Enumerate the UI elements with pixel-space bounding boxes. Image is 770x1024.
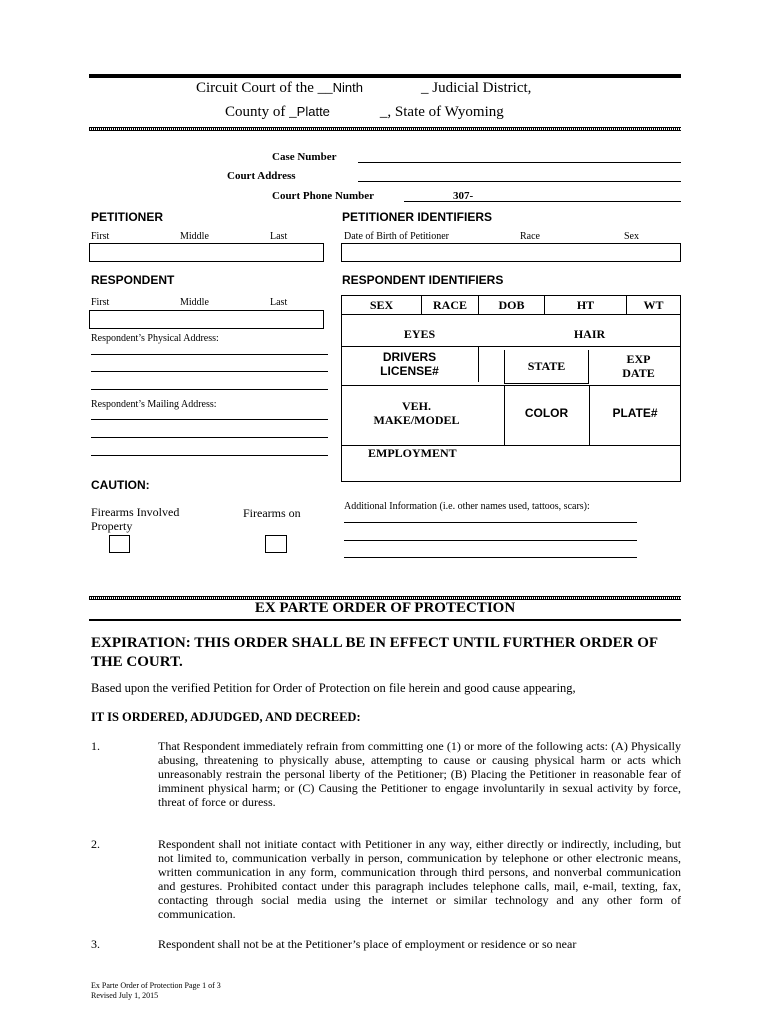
based-upon-text: Based upon the verified Petition for Order of Protection on file herein and good cause appearing,	[91, 681, 576, 695]
case-number-field[interactable]	[358, 162, 681, 163]
expiration-statement: EXPIRATION: THIS ORDER SHALL BE IN EFFECT UNTIL FURTHER ORDER OF THE COURT.	[91, 635, 658, 670]
additional-info-line-2[interactable]	[344, 540, 637, 541]
cell-exp-date[interactable]: EXP DATE	[622, 352, 655, 380]
grid-divider-2	[341, 346, 681, 347]
respondent-first-label: First	[91, 297, 110, 308]
cell-employment[interactable]: EMPLOYMENT	[368, 446, 457, 460]
firearms-on-label: Firearms on	[243, 506, 301, 520]
respondent-last-label: Last	[270, 297, 288, 308]
physical-address-line-2[interactable]	[91, 371, 328, 372]
footer-page: Ex Parte Order of Protection Page 1 of 3	[91, 981, 221, 990]
order-title: EX PARTE ORDER OF PROTECTION	[254, 600, 516, 616]
item-2-text: Respondent shall not initiate contact with Petitioner in any way, either directly or indirectly, including, but not limited to, communication verbally in person, communication by telephone or other electronic means, written communication in any form, communication through third persons, and nonverbal communication and gestures. Prohibited contact under this paragraph includes telephone calls, mail, e-mail, texting, fax, contacting through social media using the internet or similar technology and any other form of communication.	[158, 837, 681, 921]
caution-heading: CAUTION:	[91, 478, 150, 492]
respondent-middle-label: Middle	[180, 297, 209, 308]
item-1-number: 1.	[91, 739, 100, 753]
cell-ht[interactable]: HT	[544, 295, 627, 315]
county-value[interactable]: Platte	[296, 104, 330, 119]
court-line: Circuit Court of the __Ninth _ Judicial District,	[196, 80, 532, 96]
cell-dob[interactable]: DOB	[478, 295, 545, 315]
cell-plate[interactable]: PLATE#	[612, 406, 658, 420]
mailing-address-line-2[interactable]	[91, 437, 328, 438]
cell-drivers-license[interactable]: DRIVERS LICENSE#	[380, 350, 439, 378]
physical-address-line-3[interactable]	[91, 389, 328, 390]
cell-vehicle[interactable]: VEH. MAKE/MODEL	[373, 399, 460, 427]
cell-hair[interactable]: HAIR	[573, 326, 606, 341]
petitioner-sex-label: Sex	[624, 231, 639, 242]
decreed-heading: IT IS ORDERED, ADJUDGED, AND DECREED:	[91, 710, 361, 724]
petitioner-heading: PETITIONER	[91, 210, 164, 224]
item-1-text: That Respondent immediately refrain from committing one (1) or more of the following acts: (A) Physically abusing, threatening to physically abuse, attempting to cause or causing physical harm or acts which unreasonably restrain the personal liberty of the Petitioner; (B) Placing the Petitioner in reasonable fear of imminent physical harm; or (C) Causing the Petitioner to engage involuntarily in sexual activity by force, threat of force or duress.	[158, 739, 681, 809]
mailing-address-line-1[interactable]	[91, 419, 328, 420]
petitioner-identifiers-heading: PETITIONER IDENTIFIERS	[342, 210, 493, 224]
physical-address-label: Respondent’s Physical Address:	[91, 333, 219, 344]
petitioner-identifiers-input[interactable]	[341, 243, 681, 262]
court-phone-value: 307-	[453, 190, 474, 202]
cell-state[interactable]: STATE	[504, 350, 589, 384]
footer	[91, 981, 221, 1001]
item-2-number: 2.	[91, 837, 100, 851]
order-title-rule-bottom	[89, 619, 681, 621]
physical-address-line-1[interactable]	[91, 354, 328, 355]
respondent-identifiers-heading: RESPONDENT IDENTIFIERS	[342, 273, 504, 287]
mailing-address-line-3[interactable]	[91, 455, 328, 456]
cell-color[interactable]: COLOR	[524, 406, 569, 420]
petitioner-race-label: Race	[520, 231, 540, 242]
mailing-address-label: Respondent’s Mailing Address:	[91, 399, 217, 410]
petitioner-dob-label: Date of Birth of Petitioner	[344, 231, 449, 242]
petitioner-name-input[interactable]	[89, 243, 324, 262]
grid-divider-3	[341, 385, 681, 386]
item-3-text: Respondent shall not be at the Petitioner’s place of employment or residence or so near	[158, 937, 577, 951]
footer-revised: Revised July 1, 2015	[91, 991, 159, 1000]
court-phone-field[interactable]	[404, 201, 681, 202]
additional-info-line-3[interactable]	[344, 557, 637, 558]
court-address-label: Court Address	[227, 170, 296, 182]
cell-wt[interactable]: WT	[626, 295, 681, 315]
respondent-heading: RESPONDENT	[91, 273, 175, 287]
header-divider	[89, 127, 681, 131]
cell-race[interactable]: RACE	[421, 295, 479, 315]
additional-info-line-1[interactable]	[344, 522, 637, 523]
firearms-involved-checkbox[interactable]	[109, 535, 130, 553]
grid-vline-3a	[478, 346, 479, 382]
petitioner-first-label: First	[91, 231, 110, 242]
petitioner-last-label: Last	[270, 231, 288, 242]
petitioner-middle-label: Middle	[180, 231, 209, 242]
case-number-label: Case Number	[272, 151, 337, 163]
district-value[interactable]: Ninth	[332, 80, 364, 95]
cell-sex[interactable]: SEX	[341, 295, 422, 315]
firearms-on-checkbox[interactable]	[265, 535, 287, 553]
county-line: County of _Platte _, State of Wyoming	[225, 104, 504, 120]
court-phone-label: Court Phone Number	[272, 190, 375, 202]
item-3-number: 3.	[91, 937, 100, 951]
additional-info-label: Additional Information (i.e. other names used, tattoos, scars):	[344, 501, 590, 512]
court-address-field[interactable]	[358, 181, 681, 182]
cell-eyes[interactable]: EYES	[403, 326, 436, 341]
firearms-involved-label: Firearms Involved Property	[91, 505, 180, 533]
top-rule	[89, 74, 681, 78]
respondent-name-input[interactable]	[89, 310, 324, 329]
